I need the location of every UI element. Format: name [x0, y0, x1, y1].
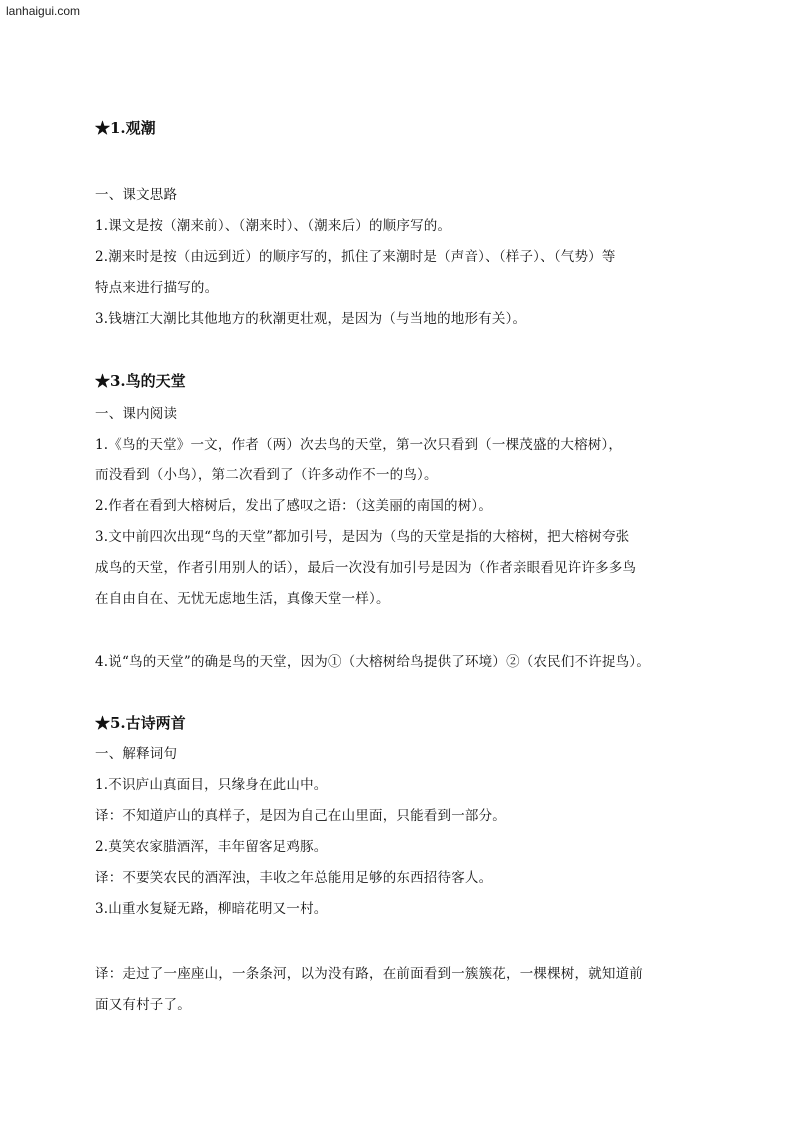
section-subtitle: 一、课文思路: [95, 187, 178, 203]
text-line: 而没看到（小鸟），第二次看到了（许多动作不一的鸟）。: [95, 467, 438, 483]
text-line: 在自由自在、无忧无虑地生活，真像天堂一样）。: [95, 591, 390, 607]
text-line: 1.《鸟的天堂》一文，作者（两）次去鸟的天堂，第一次只看到（一棵茂盛的大榕树），: [95, 437, 623, 453]
text-line: 译：不知道庐山的真样子，是因为自己在山里面，只能看到一部分。: [95, 808, 506, 824]
text-line: 成鸟的天堂，作者引用别人的话），最后一次没有加引号是因为（作者亲眼看见许许多多鸟: [95, 560, 637, 576]
section-title: ★5.古诗两首: [95, 714, 186, 732]
text-line: 特点来进行描写的。: [95, 280, 219, 296]
section-subtitle: 一、解释词句: [95, 746, 178, 762]
section-title: ★3.鸟的天堂: [95, 372, 186, 390]
text-line: 译：走过了一座座山，一条条河，以为没有路，在前面看到一簇簇花，一棵棵树，就知道前: [95, 966, 643, 982]
text-line: 1.不识庐山真面目，只缘身在此山中。: [95, 777, 328, 793]
section-title: ★1.观潮: [95, 119, 156, 137]
text-line: 1.课文是按（潮来前）、（潮来时）、（潮来后）的顺序写的。: [95, 218, 452, 234]
text-line: 2.作者在看到大榕树后，发出了感叹之语：（这美丽的南国的树）。: [95, 498, 493, 514]
text-line: 译：不要笑农民的酒浑浊，丰收之年总能用足够的东西招待客人。: [95, 870, 493, 886]
text-line: 2.莫笑农家腊酒浑，丰年留客足鸡豚。: [95, 839, 328, 855]
site-watermark: lanhaigui.com: [6, 4, 81, 18]
text-line: 4.说“鸟的天堂”的确是鸟的天堂，因为①（大榕树给鸟提供了环境）②（农民们不许捉鸟）。: [95, 654, 651, 670]
section-subtitle: 一、课内阅读: [95, 406, 178, 422]
text-line: 3.山重水复疑无路，柳暗花明又一村。: [95, 901, 328, 917]
text-line: 3.钱塘江大潮比其他地方的秋潮更壮观，是因为（与当地的地形有关）。: [95, 311, 527, 327]
text-line: 3.文中前四次出现“鸟的天堂”都加引号，是因为（鸟的天堂是指的大榕树，把大榕树夸张: [95, 529, 630, 545]
text-line: 面又有村子了。: [95, 997, 191, 1013]
text-line: 2.潮来时是按（由远到近）的顺序写的，抓住了来潮时是（声音）、（样子）、（气势）等: [95, 249, 616, 265]
